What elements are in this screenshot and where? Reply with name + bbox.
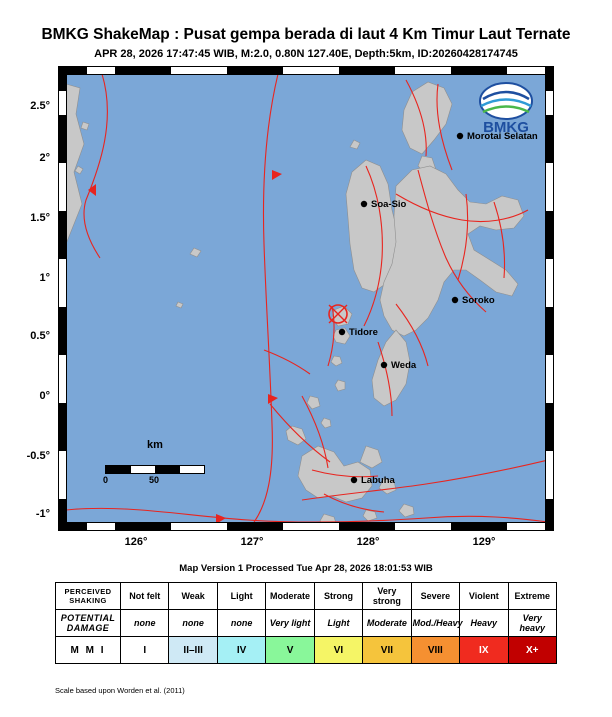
x-tick-128: 128° bbox=[356, 536, 380, 548]
y-tick-0p5: 0.5° bbox=[30, 330, 50, 342]
scale-max: 50 bbox=[149, 475, 160, 485]
legend-damage-7: Mod./Heavy bbox=[411, 610, 459, 637]
page-subtitle: APR 28, 2026 17:47:45 WIB, M:2.0, 0.80N 127.40E, Depth:5km, ID:20260428174745 bbox=[94, 48, 518, 60]
legend-damage-2: none bbox=[169, 610, 217, 637]
legend-row-mmi bbox=[56, 637, 557, 664]
map-version-line: Map Version 1 Processed Tue Apr 28, 2026 18:01:53 WIB bbox=[179, 563, 433, 574]
legend-rowhead-perceived: PERCEIVED SHAKING bbox=[56, 583, 121, 610]
legend-damage-3: none bbox=[217, 610, 265, 637]
legend-perceived-1: Not felt bbox=[121, 583, 169, 610]
scale-bar bbox=[105, 439, 205, 486]
legend-damage-8: Heavy bbox=[460, 610, 508, 637]
legend-perceived-4: Moderate bbox=[266, 583, 314, 610]
city-label-morotai: Morotai Selatan bbox=[467, 131, 538, 142]
scale-ticks bbox=[105, 474, 205, 486]
legend-mmi-8: IX bbox=[460, 637, 508, 664]
legend-mmi-5: VI bbox=[314, 637, 362, 664]
legend-mmi-6: VII bbox=[363, 637, 411, 664]
x-tick-126: 126° bbox=[124, 536, 148, 548]
legend-mmi-7: VIII bbox=[411, 637, 459, 664]
city-label-soasio: Soa-Sio bbox=[371, 199, 407, 210]
shaking-legend-table bbox=[55, 582, 557, 664]
legend-mmi-2: II–III bbox=[169, 637, 217, 664]
legend-row-perceived bbox=[56, 583, 557, 610]
legend-perceived-9: Extreme bbox=[508, 583, 557, 610]
legend-perceived-8: Violent bbox=[460, 583, 508, 610]
legend-damage-1: none bbox=[121, 610, 169, 637]
map-border-left bbox=[59, 67, 67, 530]
scale-source-note: Scale based upon Worden et al. (2011) bbox=[55, 686, 185, 695]
bmkg-logo bbox=[471, 79, 541, 137]
legend-perceived-3: Light bbox=[217, 583, 265, 610]
legend-damage-4: Very light bbox=[266, 610, 314, 637]
scale-bar-graphic bbox=[105, 465, 205, 474]
legend-row-damage bbox=[56, 610, 557, 637]
legend-damage-5: Light bbox=[314, 610, 362, 637]
y-tick-m0p5: -0.5° bbox=[26, 450, 50, 462]
map-border-bottom bbox=[59, 522, 553, 530]
y-tick-1p5: 1.5° bbox=[30, 212, 50, 224]
scale-min: 0 bbox=[103, 475, 109, 485]
shakemap-container[interactable] bbox=[58, 66, 554, 531]
legend-perceived-5: Strong bbox=[314, 583, 362, 610]
x-tick-127: 127° bbox=[240, 536, 264, 548]
legend-mmi-9: X+ bbox=[508, 637, 557, 664]
city-label-labuha: Labuha bbox=[361, 475, 395, 486]
legend-rowhead-mmi: M M I bbox=[56, 637, 121, 664]
map-frame[interactable] bbox=[58, 66, 554, 531]
legend-damage-9: Very heavy bbox=[508, 610, 557, 637]
legend-mmi-3: IV bbox=[217, 637, 265, 664]
y-tick-0: 0° bbox=[39, 390, 50, 402]
legend-mmi-1: I bbox=[121, 637, 169, 664]
city-label-tidore: Tidore bbox=[349, 327, 378, 338]
legend-perceived-2: Weak bbox=[169, 583, 217, 610]
legend-perceived-6: Very strong bbox=[363, 583, 411, 610]
y-tick-m1: -1° bbox=[35, 508, 50, 520]
y-tick-2: 2° bbox=[39, 152, 50, 164]
map-border-top bbox=[59, 67, 553, 75]
city-label-weda: Weda bbox=[391, 360, 417, 371]
scale-unit-label: km bbox=[147, 439, 163, 451]
legend-perceived-7: Severe bbox=[411, 583, 459, 610]
legend-mmi-4: V bbox=[266, 637, 314, 664]
y-tick-2p5: 2.5° bbox=[30, 100, 50, 112]
map-border-right bbox=[545, 67, 553, 530]
page-title: BMKG ShakeMap : Pusat gempa berada di laut 4 Km Timur Laut Ternate bbox=[41, 26, 571, 43]
city-label-soroko: Soroko bbox=[462, 295, 495, 306]
legend-damage-6: Moderate bbox=[363, 610, 411, 637]
svg-text:BMKG: BMKG bbox=[483, 119, 529, 136]
x-tick-129: 129° bbox=[472, 536, 496, 548]
legend-rowhead-damage: POTENTIAL DAMAGE bbox=[56, 610, 121, 637]
y-tick-1: 1° bbox=[39, 272, 50, 284]
